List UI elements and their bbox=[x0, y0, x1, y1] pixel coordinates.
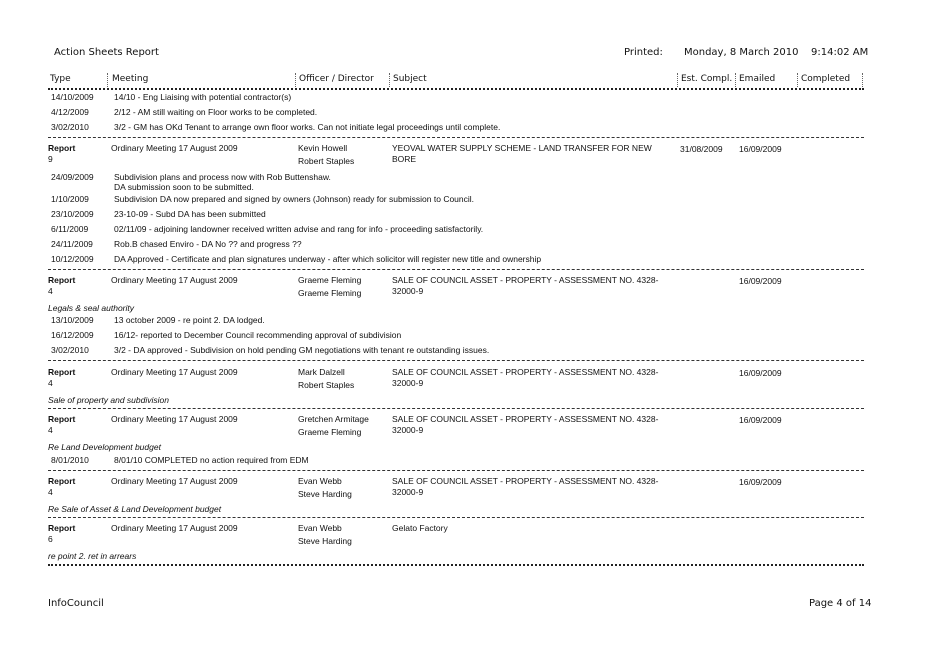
record-description: Sale of property and subdivision bbox=[48, 395, 169, 405]
record-subject-cont: 32000-9 bbox=[392, 286, 424, 296]
row-divider bbox=[48, 470, 864, 471]
note-date: 3/02/2010 bbox=[51, 345, 89, 355]
col-est: Est. Compl. bbox=[681, 74, 733, 84]
record-meeting: Ordinary Meeting 17 August 2009 bbox=[111, 143, 238, 153]
record-director: Robert Staples bbox=[298, 380, 355, 390]
note-text: 16/12- reported to December Council recommending approval of subdivision bbox=[114, 330, 402, 340]
note-date: 10/12/2009 bbox=[51, 254, 94, 264]
record-number: 4 bbox=[48, 378, 53, 388]
record-emailed: 16/09/2009 bbox=[739, 477, 782, 487]
col-divider bbox=[735, 73, 736, 87]
record-meeting: Ordinary Meeting 17 August 2009 bbox=[111, 476, 238, 486]
col-divider bbox=[797, 73, 798, 87]
record-number: 4 bbox=[48, 425, 53, 435]
col-meeting: Meeting bbox=[112, 74, 149, 84]
record-type: Report bbox=[48, 143, 76, 153]
record-meeting: Ordinary Meeting 17 August 2009 bbox=[111, 275, 238, 285]
printed-date: Monday, 8 March 2010 bbox=[684, 47, 799, 58]
record-subject: YEOVAL WATER SUPPLY SCHEME - LAND TRANSFER FOR NEW bbox=[392, 143, 652, 153]
record-meeting: Ordinary Meeting 17 August 2009 bbox=[111, 523, 238, 533]
record-number: 6 bbox=[48, 534, 53, 544]
record-number: 4 bbox=[48, 286, 53, 296]
record-type: Report bbox=[48, 275, 76, 285]
note-date: 1/10/2009 bbox=[51, 194, 89, 204]
note-text: 2/12 - AM still waiting on Floor works to be completed. bbox=[114, 107, 318, 117]
note-date: 23/10/2009 bbox=[51, 209, 94, 219]
record-officer: Gretchen Armitage bbox=[298, 414, 369, 424]
note-text: Rob.B chased Enviro - DA No ?? and progress ?? bbox=[114, 239, 302, 249]
note-date: 14/10/2009 bbox=[51, 92, 94, 102]
row-divider bbox=[48, 269, 864, 270]
note-date: 24/11/2009 bbox=[51, 239, 93, 249]
header-rule bbox=[48, 88, 864, 90]
record-type: Report bbox=[48, 414, 76, 424]
note-date: 6/11/2009 bbox=[51, 224, 89, 234]
printed-label: Printed: bbox=[624, 47, 663, 58]
note-text: 14/10 - Eng Liaising with potential contractor(s) bbox=[114, 92, 292, 102]
record-emailed: 16/09/2009 bbox=[739, 368, 782, 378]
record-description: Legals & seal authority bbox=[48, 303, 134, 313]
record-officer: Mark Dalzell bbox=[298, 367, 345, 377]
note-text: 8/01/10 COMPLETED no action required from EDM bbox=[114, 455, 309, 465]
record-subject: Gelato Factory bbox=[392, 523, 448, 533]
record-type: Report bbox=[48, 523, 76, 533]
record-subject-cont: BORE bbox=[392, 154, 417, 164]
record-number: 4 bbox=[48, 487, 53, 497]
record-emailed: 16/09/2009 bbox=[739, 276, 782, 286]
note-text-cont: DA submission soon to be submitted. bbox=[114, 182, 254, 192]
note-date: 16/12/2009 bbox=[51, 330, 94, 340]
row-divider bbox=[48, 517, 864, 518]
note-text: Subdivision plans and process now with Rob Buttenshaw. bbox=[114, 172, 331, 182]
record-description: re point 2. ret in arrears bbox=[48, 551, 137, 561]
note-text: Subdivision DA now prepared and signed by owners (Johnson) ready for submission to Council. bbox=[114, 194, 475, 204]
note-text: 02/11/09 - adjoining landowner received written advise and rang for info - proceeding satisfactorily. bbox=[114, 224, 484, 234]
row-divider bbox=[48, 408, 864, 409]
record-director: Steve Harding bbox=[298, 489, 352, 499]
record-officer: Evan Webb bbox=[298, 476, 342, 486]
col-divider bbox=[389, 73, 390, 87]
record-emailed: 16/09/2009 bbox=[739, 415, 782, 425]
note-text: DA Approved - Certificate and plan signatures underway - after which solicitor will register new title and ownership bbox=[114, 254, 542, 264]
page-number: Page 4 of 14 bbox=[809, 598, 872, 609]
row-divider bbox=[48, 137, 864, 138]
col-divider bbox=[107, 73, 108, 87]
col-officer: Officer / Director bbox=[299, 74, 374, 84]
record-type: Report bbox=[48, 476, 76, 486]
record-director: Robert Staples bbox=[298, 156, 355, 166]
record-emailed: 16/09/2009 bbox=[739, 144, 782, 154]
record-type: Report bbox=[48, 367, 76, 377]
col-divider bbox=[295, 73, 296, 87]
record-subject-cont: 32000-9 bbox=[392, 378, 424, 388]
note-text: 13 october 2009 - re point 2. DA lodged. bbox=[114, 315, 265, 325]
col-divider bbox=[862, 73, 863, 87]
table-end-rule bbox=[48, 564, 864, 566]
note-date: 8/01/2010 bbox=[51, 455, 89, 465]
col-divider bbox=[677, 73, 678, 87]
record-subject: SALE OF COUNCIL ASSET - PROPERTY - ASSESSMENT NO. 4328- bbox=[392, 275, 659, 285]
record-officer: Evan Webb bbox=[298, 523, 342, 533]
record-subject: SALE OF COUNCIL ASSET - PROPERTY - ASSESSMENT NO. 4328- bbox=[392, 367, 659, 377]
note-date: 13/10/2009 bbox=[51, 315, 94, 325]
record-director: Graeme Fleming bbox=[298, 288, 362, 298]
record-subject: SALE OF COUNCIL ASSET - PROPERTY - ASSESSMENT NO. 4328- bbox=[392, 476, 659, 486]
footer-brand: InfoCouncil bbox=[48, 598, 104, 609]
col-completed: Completed bbox=[801, 74, 851, 84]
note-date: 24/09/2009 bbox=[51, 172, 94, 182]
note-text: 3/2 - DA approved - Subdivision on hold pending GM negotiations with tenant re outstanding issues. bbox=[114, 345, 490, 355]
record-meeting: Ordinary Meeting 17 August 2009 bbox=[111, 367, 238, 377]
note-text: 23-10-09 - Subd DA has been submitted bbox=[114, 209, 266, 219]
record-subject-cont: 32000-9 bbox=[392, 487, 424, 497]
col-subject: Subject bbox=[393, 74, 427, 84]
record-officer: Kevin Howell bbox=[298, 143, 348, 153]
printed-time: 9:14:02 AM bbox=[811, 47, 869, 58]
report-title: Action Sheets Report bbox=[54, 47, 159, 58]
note-date: 4/12/2009 bbox=[51, 107, 89, 117]
record-officer: Graeme Fleming bbox=[298, 275, 362, 285]
record-subject: SALE OF COUNCIL ASSET - PROPERTY - ASSESSMENT NO. 4328- bbox=[392, 414, 659, 424]
record-director: Steve Harding bbox=[298, 536, 352, 546]
record-number: 9 bbox=[48, 154, 53, 164]
record-director: Graeme Fleming bbox=[298, 427, 362, 437]
col-emailed: Emailed bbox=[739, 74, 776, 84]
row-divider bbox=[48, 360, 864, 361]
record-est-compl: 31/08/2009 bbox=[680, 144, 723, 154]
record-description: Re Land Development budget bbox=[48, 442, 161, 452]
note-text: 3/2 - GM has OKd Tenant to arrange own floor works. Can not initiate legal proceedings until complete. bbox=[114, 122, 501, 132]
note-date: 3/02/2010 bbox=[51, 122, 89, 132]
record-meeting: Ordinary Meeting 17 August 2009 bbox=[111, 414, 238, 424]
record-description: Re Sale of Asset & Land Development budget bbox=[48, 504, 222, 514]
record-subject-cont: 32000-9 bbox=[392, 425, 424, 435]
col-type: Type bbox=[50, 74, 71, 84]
